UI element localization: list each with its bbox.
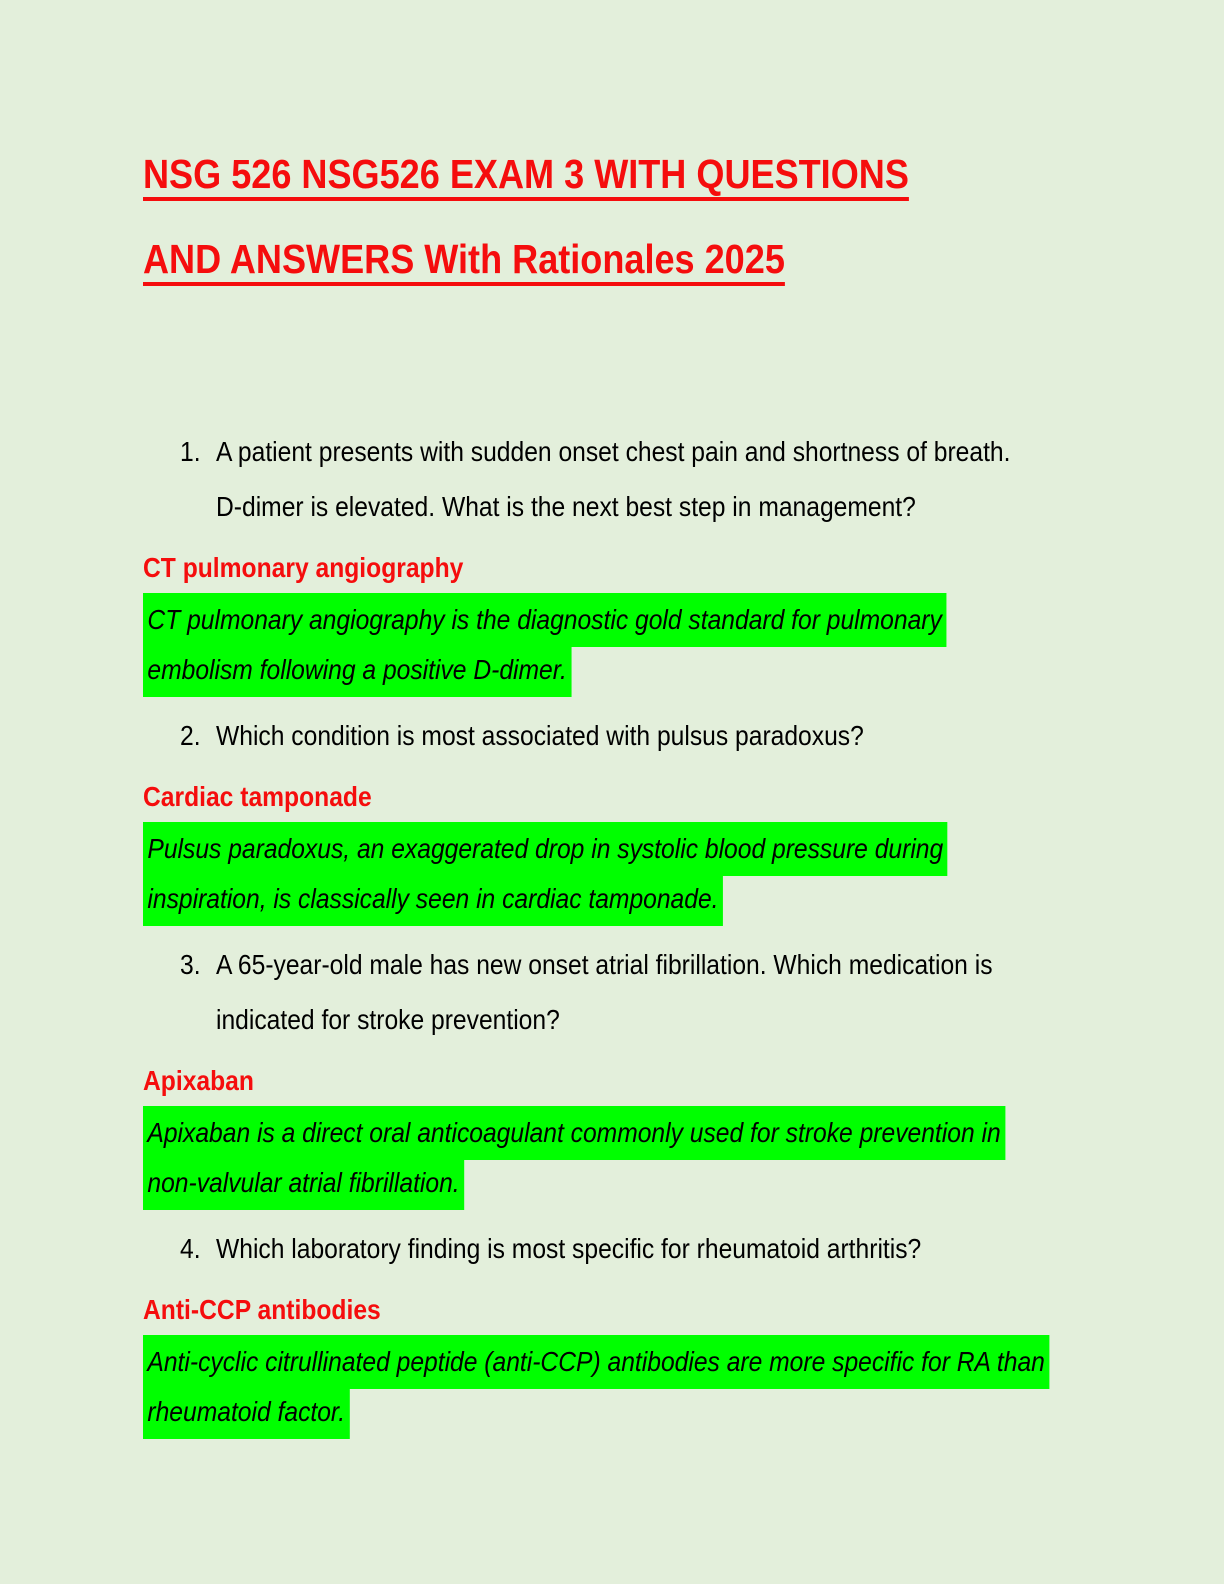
qa-item-4 [143, 1221, 1224, 1435]
rationale-3-line-2: non-valvular atrial fibrillation. [143, 1156, 464, 1210]
question-4-line-1: Which laboratory finding is most specific for rheumatoid arthritis? [216, 1233, 922, 1264]
title-line-2-wrap [143, 217, 1224, 302]
rationale-4-row-1 [143, 1335, 1224, 1385]
question-1-row-2 [143, 479, 1224, 534]
rationale-2 [143, 822, 1224, 922]
question-3-line-2: indicated for stroke prevention? [216, 1004, 560, 1035]
rationale-3-row-2 [143, 1156, 1224, 1206]
answer-4-text: Anti-CCP antibodies [143, 1294, 381, 1325]
question-3 [143, 937, 1224, 1047]
rationale-2-row-2 [143, 872, 1224, 922]
qa-item-3 [143, 937, 1224, 1206]
answer-1-text: CT pulmonary angiography [143, 552, 464, 583]
question-2 [143, 708, 1224, 763]
question-3-number: 3. [180, 949, 201, 980]
question-1-line-1: A patient presents with sudden onset chest pain and shortness of breath. [216, 436, 1011, 467]
rationale-2-line-2: inspiration, is classically seen in cardiac tamponade. [143, 872, 723, 926]
question-3-row-1 [143, 937, 1224, 992]
rationale-3 [143, 1106, 1224, 1206]
rationale-1-line-1: CT pulmonary angiography is the diagnostic gold standard for pulmonary [143, 593, 946, 647]
answer-2-text: Cardiac tamponade [143, 781, 372, 812]
rationale-1 [143, 593, 1224, 693]
question-4-number: 4. [180, 1233, 201, 1264]
question-2-row-1 [143, 708, 1224, 763]
answer-3-text: Apixaban [143, 1065, 254, 1096]
qa-item-1 [143, 424, 1224, 693]
rationale-2-line-1: Pulsus paradoxus, an exaggerated drop in systolic blood pressure during [143, 822, 948, 876]
title-line-1: NSG 526 NSG526 EXAM 3 WITH QUESTIONS [143, 151, 909, 197]
answer-4 [143, 1285, 1224, 1335]
rationale-4-line-1: Anti-cyclic citrullinated peptide (anti-CCP) antibodies are more specific for RA than [143, 1335, 1049, 1389]
rationale-4 [143, 1335, 1224, 1435]
rationale-1-line-2: embolism following a positive D-dimer. [143, 643, 571, 697]
document-title [143, 132, 1224, 302]
question-4-row-1 [143, 1221, 1224, 1276]
rationale-1-row-1 [143, 593, 1224, 643]
question-1-row-1 [143, 424, 1224, 479]
question-3-row-2 [143, 992, 1224, 1047]
question-4 [143, 1221, 1224, 1276]
document-content [143, 132, 1224, 1450]
qa-item-2 [143, 708, 1224, 922]
rationale-4-line-2: rheumatoid factor. [143, 1385, 349, 1439]
rationale-4-row-2 [143, 1385, 1224, 1435]
question-2-number: 2. [180, 720, 201, 751]
title-line-2: AND ANSWERS With Rationales 2025 [143, 236, 785, 282]
question-1 [143, 424, 1224, 534]
rationale-3-line-1: Apixaban is a direct oral anticoagulant commonly used for stroke prevention in [143, 1106, 1005, 1160]
question-1-number: 1. [180, 436, 201, 467]
answer-2 [143, 772, 1224, 822]
question-2-line-1: Which condition is most associated with pulsus paradoxus? [216, 720, 864, 751]
rationale-2-row-1 [143, 822, 1224, 872]
answer-1 [143, 543, 1224, 593]
question-3-line-1: A 65-year-old male has new onset atrial fibrillation. Which medication is [216, 949, 993, 980]
question-1-line-2: D-dimer is elevated. What is the next best step in management? [216, 491, 916, 522]
answer-3 [143, 1056, 1224, 1106]
rationale-3-row-1 [143, 1106, 1224, 1156]
title-line-1-wrap [143, 132, 1224, 217]
rationale-1-row-2 [143, 643, 1224, 693]
